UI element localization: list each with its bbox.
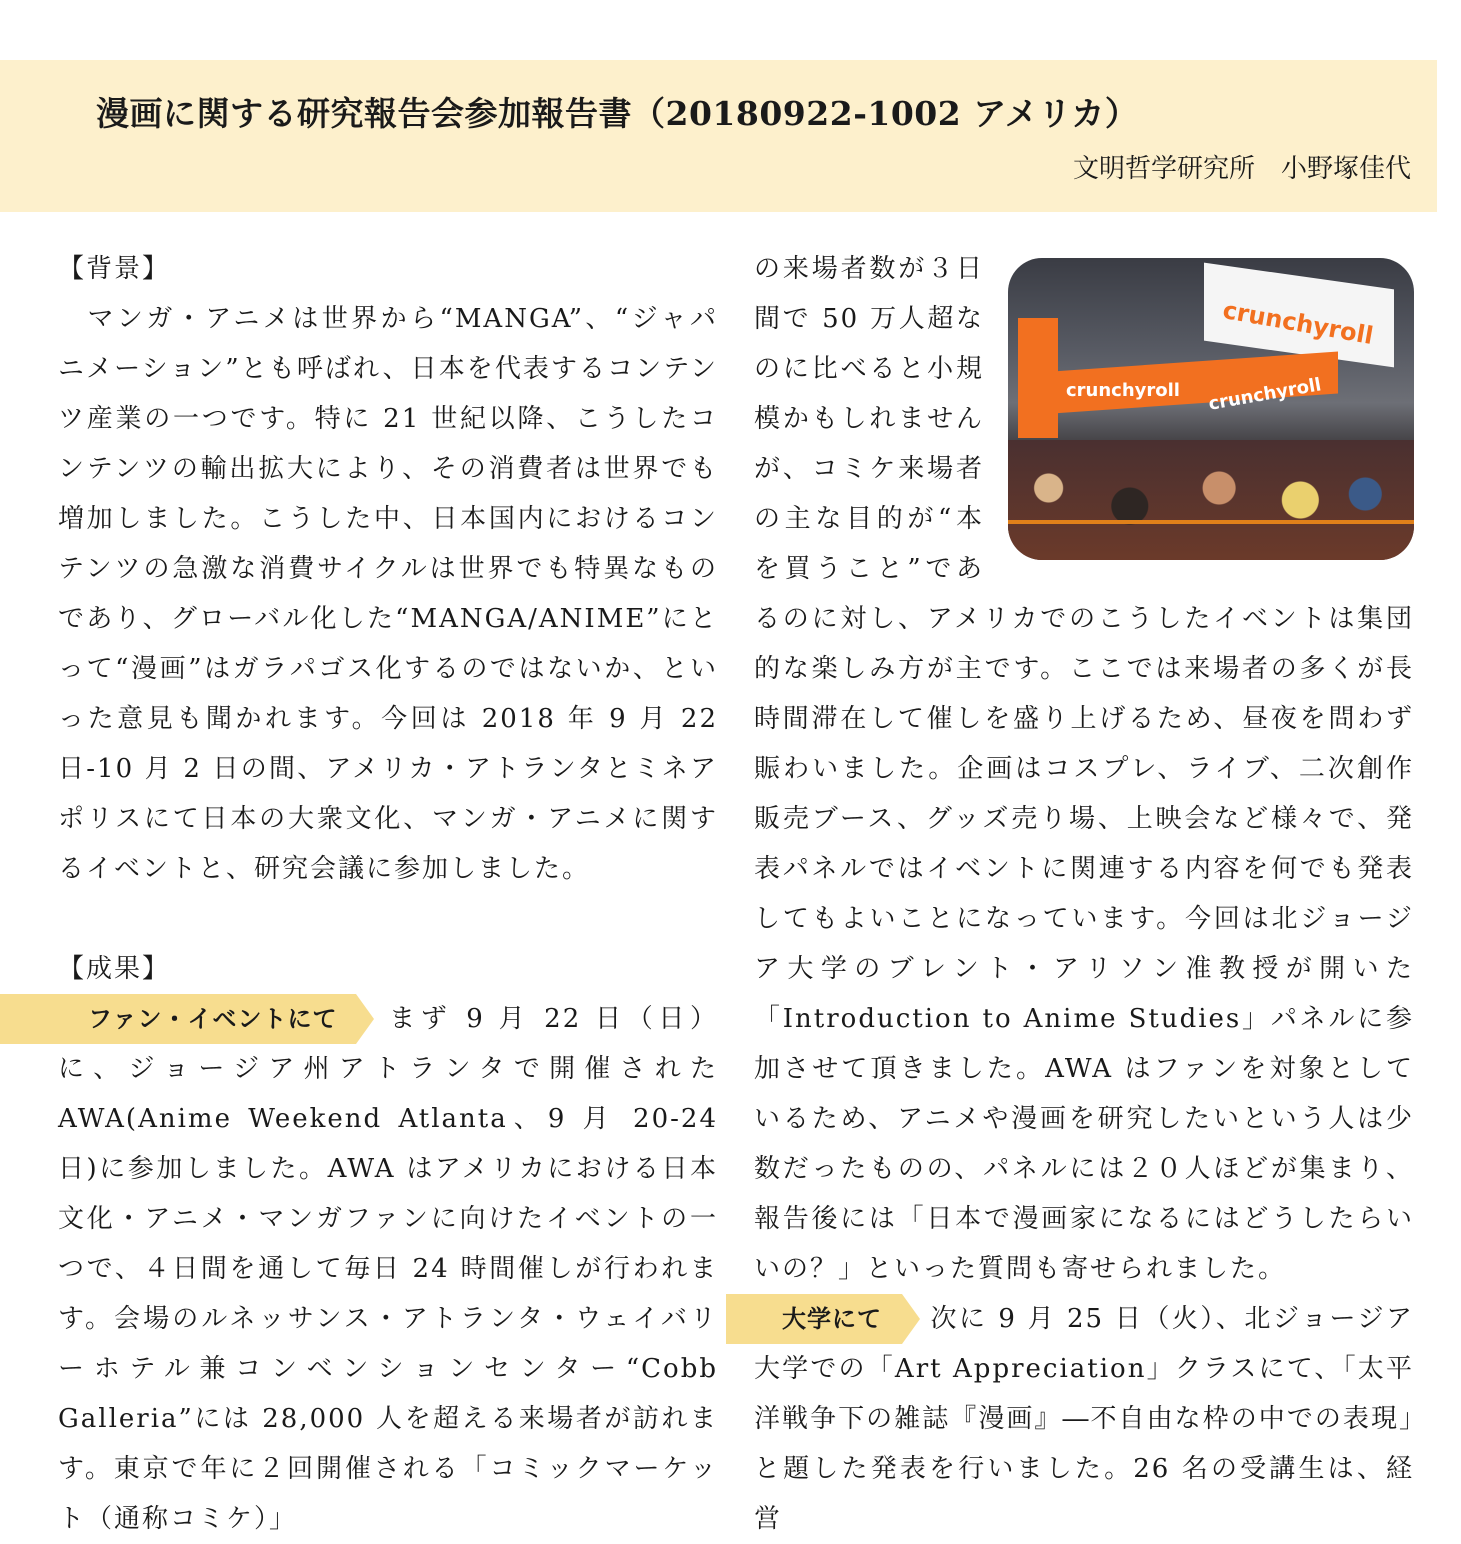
background-paragraph: マンガ・アニメは世界から“MANGA”、“ジャパニメーション”とも呼ばれ、日本を代表するコンテンツ産業の一つです。特に 21 世紀以降、こうしたコンテンツの輸出拡大により、その消費者は世界でも増加しました。こうした中、日本国内におけるコンテンツの急激な消費サイクルは世界でも特異なものであり、グローバル化した“MANGA/ANIME”にとって“漫画”はガラパゴス化するのではないか、といった意見も聞かれます。今回は 2018 年 9 月 22 日-10 月 2 日の間、アメリカ・アトランタとミネアポリスにて日本の大衆文化、マンガ・アニメに関するイベントと、研究会議に参加しました。 bbox=[58, 304, 718, 884]
brand-sign-left: crunchyroll bbox=[1066, 380, 1180, 401]
crowd-area bbox=[1008, 440, 1414, 560]
brand-sign-right: crunchyroll bbox=[1206, 374, 1323, 415]
fan-event-tag: ファン・イベントにて bbox=[0, 994, 356, 1044]
results-heading: 【成果】 bbox=[58, 954, 171, 984]
document-header bbox=[0, 60, 1437, 212]
fan-event-paragraph bbox=[58, 994, 718, 1544]
university-text: 次に 9 月 25 日（火）、北ジョージア大学での「Art Appreciation」クラスにて、「太平洋戦争下の雑誌『漫画』―不自由な枠の中での表現」と題した発表を行いました。26 名の受講生は、経営 bbox=[754, 1304, 1414, 1534]
author-affiliation: 文明哲学研究所 小野塚佳代 bbox=[1072, 154, 1411, 184]
awa-paragraph: の来場者数が３日間で 50 万人超なのに比べると小規模かもしれませんが、コミケ来場者の主な目的が“本を買うこと”であるのに対し、アメリカでのこうしたイベントは集団的な楽しみ方が主です。ここでは来場者の多くが長時間滞在して催しを盛り上げるため、昼夜を問わず賑わいました。企画はコスプレ、ライブ、二次創作販売ブース、グッズ売り場、上映会など様々で、発表パネルではイベントに関連する内容を何でも発表してもよいことになっています。今回は北ジョージア大学のブレント・アリソン准教授が開いた「Introduction to Anime Studies」パネルに参加させて頂きました。AWA はファンを対象としているため、アニメや漫画を研究したいという人は少数だったものの、パネルには２０人ほどが集まり、報告後には「日本で漫画家になるにはどうしたらいいの？」といった質問も寄せられました。 bbox=[754, 254, 1414, 1284]
background-heading: 【背景】 bbox=[58, 254, 171, 284]
queue-rope bbox=[1008, 520, 1414, 524]
spacer bbox=[58, 894, 718, 944]
university-paragraph bbox=[754, 1294, 1414, 1544]
university-tag: 大学にて bbox=[726, 1294, 902, 1344]
event-photo bbox=[1008, 258, 1414, 560]
brand-sign-top: crunchyroll bbox=[1220, 296, 1376, 350]
fan-event-text: まず 9 月 22 日（日）に、ジョージア州アトランタで開催された AWA(Anime Weekend Atlanta、9 月 20-24 日)に参加しました。AWA はアメリカにおける日本文化・アニメ・マンガファンに向けたイベントの一つで、４日間を通して毎日 24 時間催しが行われます。会場のルネッサンス・アトランタ・ウェイバリーホテル兼コンベンションセンター“Cobb Galleria”には 28,000 人を超える来場者が訪れます。東京で年に２回開催される「コミックマーケット（通称コミケ）」 bbox=[58, 1004, 718, 1534]
left-column bbox=[58, 244, 718, 1544]
document-title: 漫画に関する研究報告会参加報告書（20180922-1002 アメリカ） bbox=[96, 94, 1139, 133]
right-column bbox=[754, 244, 1414, 1544]
